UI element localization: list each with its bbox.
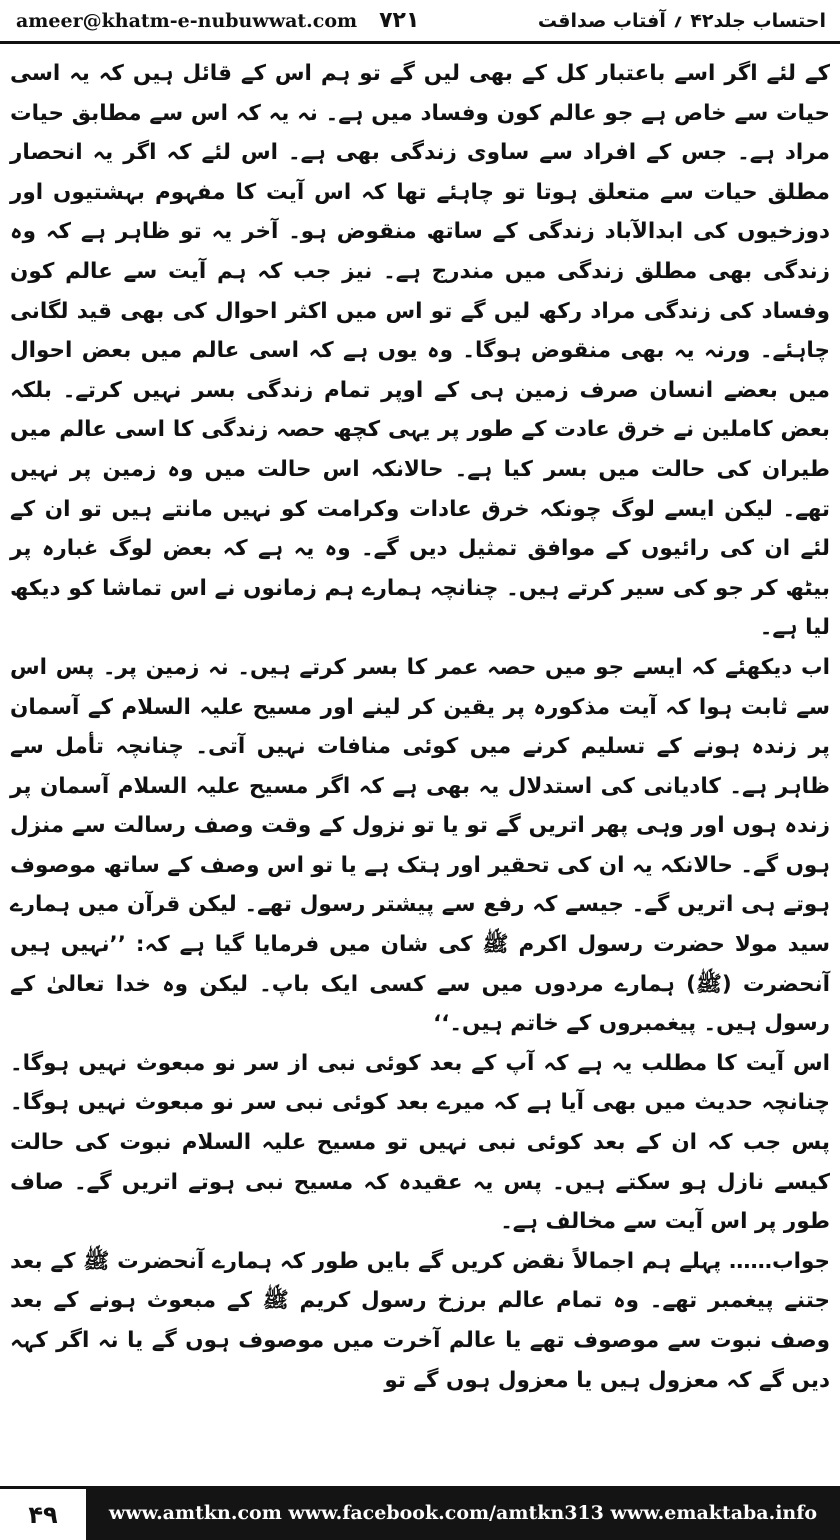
header-left [16, 8, 419, 33]
paragraph-2: اب دیکھئے کہ ایسے جو میں حصہ عمر کا بسر کرتے ہیں۔ نہ زمین پر۔ پس اس سے ثابت ہوا کہ آیت مذکورہ پر یقین کر لینے اور مسیح علیہ السلام کے آسمان پر زندہ ہونے کے تسلیم کرنے میں کوئی منافات نہیں آتی۔ چنانچہ تأمل سے ظاہر ہے۔ کادیانی کی استدلال یہ بھی ہے کہ اگر مسیح علیہ السلام آسمان پر زندہ ہوں اور وہی پھر اتریں گے تو یا تو نزول کے وقت وصف رسالت سے منزل ہوں گے۔ حالانکہ یہ ان کی تحقیر اور ہتک ہے یا تو اس وصف کے ساتھ موصوف ہوتے ہی اتریں گے۔ جیسے کہ رفع سے پیشتر رسول تھے۔ لیکن قرآن میں ہمارے سید مولا حضرت رسول اکرم ﷺ کی شان میں فرمایا گیا ہے کہ: ’’نہیں ہیں آنحضرت (ﷺ) ہمارے مردوں میں سے کسی ایک باپ۔ لیکن وہ خدا تعالیٰ کے رسول ہیں۔ پیغمبروں کے خاتم ہیں۔‘‘ [10, 654, 830, 1037]
header-book-title: احتساب جلد۴۲ ؍ آفتاب صداقت [537, 9, 826, 32]
paragraph-1: کے لئے اگر اسے باعتبار کل کے بھی لیں گے تو ہم اس کے قائل ہیں کہ یہ اسی حیات سے خاص ہے جو عالم کون وفساد میں ہے۔ نہ یہ کہ اس سے مطابق حیات مراد ہے۔ جس کے افراد سے ساوی زندگی بھی ہے۔ اس لئے کہ اگر یہ انحصار مطلق حیات سے متعلق ہوتا تو چاہئے تھا کہ اس آیت کا مفہوم بہشتیوں اور دوزخیوں کی ابدالآباد زندگی کے ساتھ منقوض ہو۔ آخر یہ تو ظاہر ہے کہ وہ زندگی بھی مطلق زندگی میں مندرج ہے۔ نیز جب کہ ہم آیت سے عالم کون وفساد کی زندگی مراد رکھ لیں گے تو اس میں اکثر احوال کی بھی قید لگانی چاہئے۔ ورنہ یہ بھی منقوض ہوگا۔ وہ یوں ہے کہ اسی عالم میں بعض احوال میں بعضے انسان صرف زمین ہی کے اوپر تمام زندگی بسر نہیں کرتے۔ بلکہ بعض کاملین نے خرق عادت کے طور پر یہی کچھ حصہ زندگی کا اسی عالم میں طیران کی حالت میں بسر کیا ہے۔ حالانکہ اس حالت میں وہ زمین پر نہیں تھے۔ لیکن ایسے لوگ چونکہ خرق عادات وکرامت کو نہیں مانتے ہیں تو ان کے لئے ان کی رائیوں کے موافق تمثیل دیں گے۔ وہ یہ ہے کہ بعض لوگ غبارہ پر بیٹھ کر جو کی سیر کرتے ہیں۔ چنانچہ ہمارے ہم زمانوں نے اس تماشا کو دیکھ لیا ہے۔ [10, 61, 830, 641]
page-body-text [10, 54, 830, 1474]
paragraph-3: اس آیت کا مطلب یہ ہے کہ آپ کے بعد کوئی نبی از سر نو مبعوث نہیں ہوگا۔ چنانچہ حدیث میں بھی آیا ہے کہ میرے بعد کوئی نبی سر نو مبعوث نہیں ہوگا۔ پس جب کہ ان کے بعد کوئی نبی نہیں تو مسیح علیہ السلام نبوت کی حالت کیسے نازل ہو سکتے ہیں۔ پس یہ عقیدہ کہ مسیح نبی ہوتے اتریں گے۔ صاف طور پر اس آیت سے مخالف ہے۔ [10, 1050, 830, 1235]
header-page-number: ۷۲۱ [379, 8, 420, 33]
footer-links[interactable]: www.amtkn.com www.facebook.com/amtkn313 www.emaktaba.info [86, 1486, 840, 1540]
header-email[interactable]: ameer@khatm-e-nubuwwat.com [16, 9, 358, 32]
footer-page-number: ۴۹ [0, 1486, 86, 1540]
paragraph-4: جواب…… پہلے ہم اجمالاً نقض کریں گے بایں طور کہ ہمارے آنحضرت ﷺ کے بعد جتنے پیغمبر تھے۔ وہ تمام عالم برزخ رسول کریم ﷺ کے مبعوث ہونے کے بعد وصف نبوت سے موصوف تھے یا عالم آخرت میں موصوف ہوں گے یا نہ اگر کہہ دیں گے کہ معزول ہیں یا معزول ہوں گے تو [10, 1248, 830, 1393]
page-header [0, 0, 840, 44]
page-footer [0, 1486, 840, 1540]
